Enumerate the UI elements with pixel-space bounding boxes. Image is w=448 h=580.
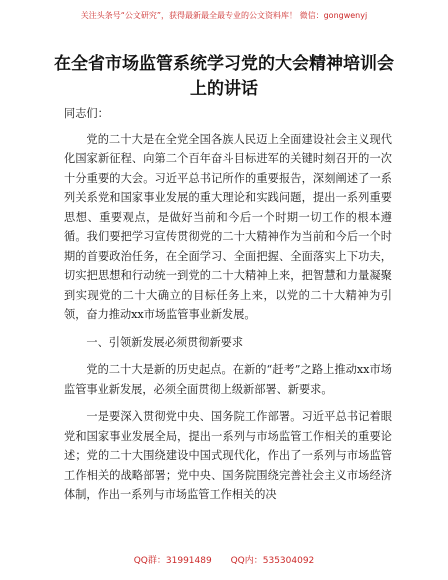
paragraph: 党的二十大是新的历史起点。在新的“赶考”之路上推动xx市场监管事业新发展，必须全面贯彻上级新部署、新要求。 (64, 363, 392, 396)
section-heading: 一、引领新发展必须贯彻新要求 (86, 335, 244, 349)
document-body (64, 104, 392, 513)
footer-contact (0, 553, 448, 566)
paragraph: 党的二十大是在全党全国各族人民迈上全面建设社会主义现代化国家新征程、向第二个百年奋斗目标进军的关键时刻召开的一次十分重要的大会。习近平总书记所作的重要报告，深刻阐述了一系列关系党和国家事业发展的重大理论和实践问题，提出一系列重要思想、重要观点，是做好当前和今后一个时期一切工作的根本遵循。我们要把学习宣传贯彻党的二十大精神作为当前和今后一个时期的首要政治任务，在全面学习、全面把握、全面落实上下功夫，切实把思想和行动统一到党的二十大精神上来，把智慧和力量凝聚到实现党的二十大确立的目标任务上来，以党的二十大精神为引领，奋力推动xx市场监管事业新发展。 (64, 132, 392, 321)
footer-qq-contact: QQ内：535304092 (230, 556, 315, 566)
salutation: 同志们： (64, 107, 109, 120)
document-title-line-2: 上的讲话 (190, 79, 258, 99)
paragraph: 一是要深入贯彻党中央、国务院工作部署。习近平总书记着眼党和国家事业发展全局，提出一系列与市场监管工作相关的重要论述；党的二十大围绕建设中国式现代化，作出了一系列与市场监管工作相关的战略部署；党中央、国务院围绕完善社会主义市场经济体制，作出一系列与市场监管工作相关的决 (64, 410, 392, 501)
document-title (40, 52, 408, 102)
footer-qq-group: QQ群：31991489 (133, 556, 212, 566)
header-promo-note: 关注头条号“公文研究”，获得最新最全最专业的公文资料库！ 微信：gongwenyj (80, 11, 368, 20)
document-title-line-1: 在全省市场监管系统学习党的大会精神培训会 (54, 54, 394, 74)
